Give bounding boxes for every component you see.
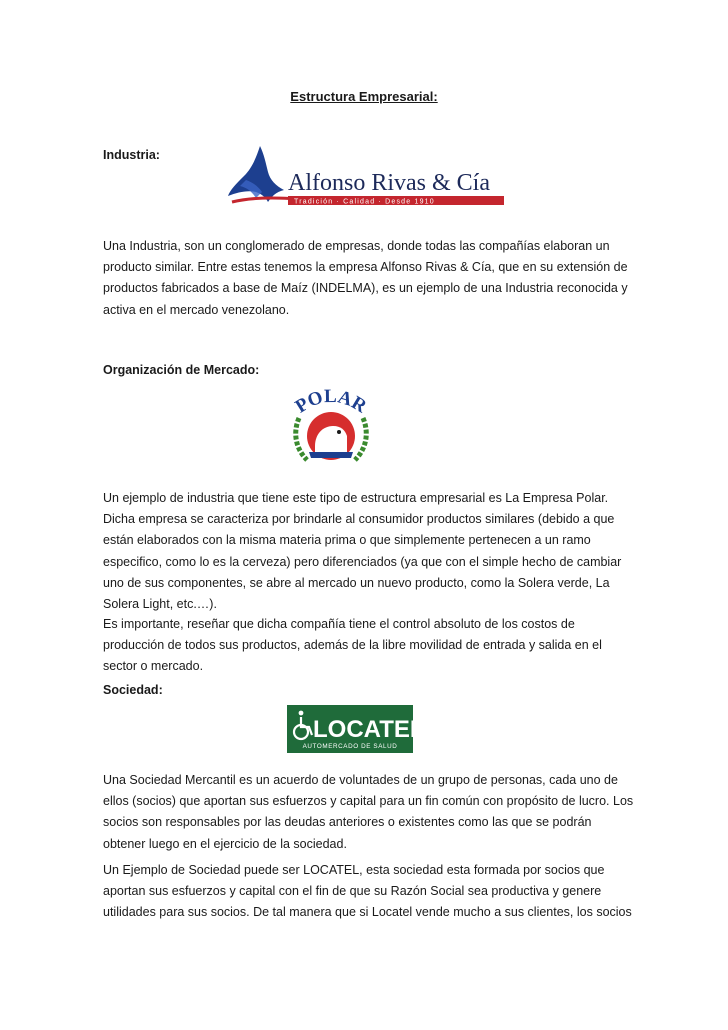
text-line: productos fabricados a base de Maíz (INDELMA), es un ejemplo de una Industria reconocida y [103,281,628,296]
text-line: Dicha empresa se caracteriza por brindarle al consumidor productos similares (debido a que [103,512,615,527]
text-line: Solera Light, etc.…). [103,597,217,612]
section-heading-industria: Industria: [103,148,160,162]
polar-logo [289,388,373,470]
alfonso-rivas-logo-tagline: Tradición · Calidad · Desde 1910 [294,198,435,206]
text-line: uno de sus componentes, se abre al mercado un nuevo producto, como la Solera verde, La [103,575,610,590]
polar-logo-text: POLAR [291,388,371,418]
text-line: activa en el mercado venezolano. [103,302,290,317]
text-line: Una Industria, son un conglomerado de empresas, donde todas las compañías elaboran un [103,239,610,253]
paragraph-sociedad-1 [103,770,633,855]
text-line: socios son responsables por las deudas anteriores o existentes como las que se podrán [103,815,592,830]
text-line: ellos (socios) que aportan sus esfuerzos y capital para un fin común con propósito de lucro. Los [103,794,634,809]
text-line: Una Sociedad Mercantil es un acuerdo de voluntades de un grupo de personas, cada uno de [103,773,618,787]
paragraph-organizacion-1 [103,488,633,615]
text-line: Es importante, reseñar que dicha compañía tiene el control absoluto de los costos de [103,617,575,631]
alfonso-rivas-logo [226,140,508,216]
text-line: producción de todos sus productos, además de la libre movilidad de entrada y salida en el [103,638,602,653]
text-line: Un Ejemplo de Sociedad puede ser LOCATEL, esta sociedad esta formada por socios que [103,863,605,877]
text-line: producto similar. Entre estas tenemos la empresa Alfonso Rivas & Cía, que en su extensión de [103,260,628,275]
locatel-logo-tagline: AUTOMERCADO DE SALUD [302,743,398,750]
text-line: están elaborados con la misma materia prima o que simplemente pertenecen a un ramo [103,533,591,548]
text-line: aportan sus esfuerzos y capital con el fin de que su Razón Social sea productiva y genere [103,884,602,899]
text-line: utilidades para sus socios. De tal manera que si Locatel vende mucho a sus clientes, los socios [103,905,632,920]
paragraph-organizacion-2 [103,614,633,678]
locatel-logo-text: LOCATEL [313,716,425,743]
text-line: especifico, como lo es la cerveza) pero diferenciados (ya que con el simple hecho de cambiar [103,554,622,569]
text-line: Un ejemplo de industria que tiene este tipo de estructura empresarial es La Empresa Polar. [103,491,609,505]
text-line: obtener luego en el ejercicio de la sociedad. [103,836,347,851]
text-line: sector o mercado. [103,659,204,674]
page-title: Estructura Empresarial: [290,89,438,104]
section-heading-organizacion-mercado: Organización de Mercado: [103,363,260,377]
paragraph-sociedad-2 [103,860,633,924]
locatel-logo [287,705,425,753]
paragraph-industria-1 [103,236,633,321]
alfonso-rivas-logo-text: Alfonso Rivas & Cía [288,170,490,196]
section-heading-sociedad: Sociedad: [103,683,163,697]
